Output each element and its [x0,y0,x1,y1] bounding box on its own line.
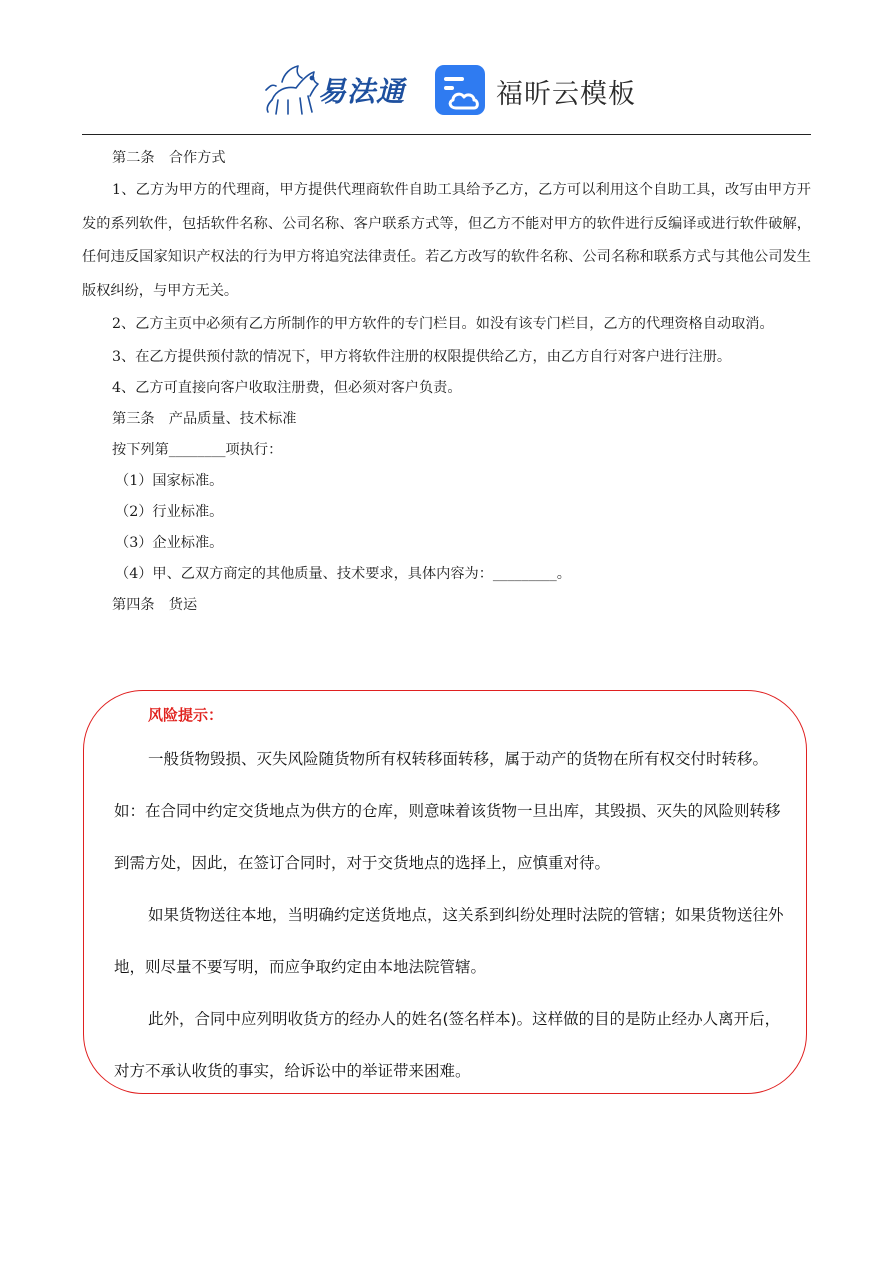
fuxin-template-logo-text: 福昕云模板 [496,79,636,110]
risk-notice-paragraph-3: 此外，合同中应列明收货方的经办人的姓名(签名样本)。这样做的目的是防止经办人离开后，对方不承认收货的事实，给诉讼中的举证带来困难。 [114,1010,781,1080]
article-2-clause-1: 1、乙方为甲方的代理商，甲方提供代理商软件自助工具给予乙方，乙方可以利用这个自助工具，改写由甲方开发的系列软件，包括软件名称、公司名称、客户联系方式等，但乙方不能对甲方的软件进行反编译或进行软件破解，任何违反国家知识产权法的行为甲方将追究法律责任。若乙方改写的软件名称、公司名称和联系方式与其他公司发生版权纠纷，与甲方无关。 [82,182,811,299]
article-2-clause-4: 4、乙方可直接向客户收取注册费，但必须对客户负责。 [112,379,462,396]
article-2-title: 第二条 合作方式 [112,150,226,166]
article-3-option-1: （1）国家标准。 [115,472,224,489]
article-3-option-2: （2）行业标准。 [115,503,224,520]
document-body [82,143,811,621]
article-2-clause-2: 2、乙方主页中必须有乙方所制作的甲方软件的专门栏目。如没有该专门栏目，乙方的代理资格自动取消。 [112,316,774,332]
cloud-doc-logo-icon [434,64,486,116]
risk-notice-box [83,690,807,1094]
header-divider [82,134,811,135]
article-3-title: 第三条 产品质量、技术标准 [112,410,297,427]
article-2-clause-3: 3、在乙方提供预付款的情况下，甲方将软件注册的权限提供给乙方，由乙方自行对客户进行注册。 [112,348,732,365]
article-3-lead: 按下列第________项执行： [112,441,283,458]
risk-notice-paragraph-2: 如果货物送往本地，当明确约定送货地点，这关系到纠纷处理时法院的管辖；如果货物送往外地，则尽量不要写明，而应争取约定由本地法院管辖。 [114,906,784,976]
page-header [0,58,893,124]
risk-notice-paragraph-1: 一般货物毁损、灭失风险随货物所有权转移面转移，属于动产的货物在所有权交付时转移。如：在合同中约定交货地点为供方的仓库，则意味着该货物一旦出库，其毁损、灭失的风险则转移到需方处，因此，在签订合同时，对于交货地点的选择上，应慎重对待。 [114,750,781,872]
article-4-title: 第四条 货运 [112,596,198,613]
article-3-option-4: （4）甲、乙双方商定的其他质量、技术要求，具体内容为：_________。 [115,565,571,582]
yifatong-logo-text: 易法通 [318,75,406,108]
risk-notice-title: 风险提示： [148,706,224,724]
article-3-option-3: （3）企业标准。 [115,534,224,551]
